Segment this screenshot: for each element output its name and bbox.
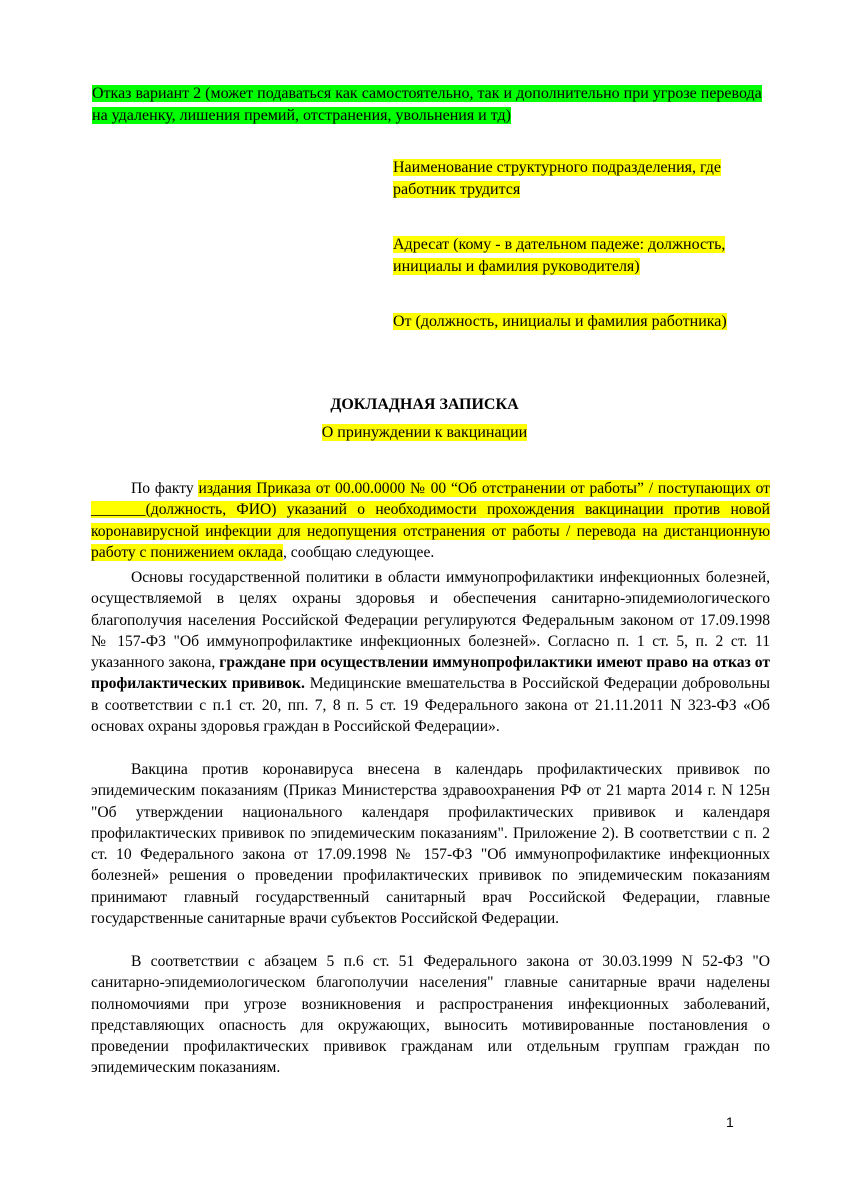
department-text: Наименование структурного подразделения, где работник трудится [393,159,722,198]
department-field [393,157,773,201]
variant-note [92,83,772,127]
document-subtitle [0,422,849,444]
recipient-text: Адресат (кому - в дательном падеже: должность, инициалы и фамилия руководителя) [393,236,726,275]
sender-field [393,311,773,333]
p4-text: В соответствии с абзацем 5 п.6 ст. 51 Федерального закона от 30.03.1999 N 52-ФЗ "О санитарно-эпидемиологическом благополучии населения" главные санитарные врачи наделены полномочиями при угрозе возникновения и распространения инфекционных заболеваний, представляющих опасность для окружающих, выносить мотивированные постановления о проведении профилактических прививок гражданам или отдельным группам граждан по эпидемическим показаниям. [91,953,770,1077]
p1-end: , сообщаю следующее. [283,543,435,561]
paragraph-2 [91,567,770,737]
document-title: ДОКЛАДНАЯ ЗАПИСКА [330,396,519,413]
variant-note-text: Отказ вариант 2 (может подаваться как самостоятельно, так и дополнительно при угрозе перевода на удаленку, лишения премий, отстранения, увольнения и тд) [92,85,762,124]
page-number: 1 [726,1114,734,1130]
paragraph-1 [91,478,770,563]
p1-start: По факту [131,480,199,497]
recipient-field [393,234,773,278]
p3-text: Вакцина против коронавируса внесена в календарь профилактических прививок по эпидемическим показаниям (Приказ Министерства здравоохранения РФ от 21 марта 2014 г. N 125н "Об утверждении национального календаря профилактических прививок и календаря профилактических прививок по эпидемическим показаниям". Приложение 2). В соответствии с п. 2 ст. 10 Федерального закона от 17.09.1998 № 157-ФЗ "Об иммунопрофилактике инфекционных болезней» решения о проведении профилактических прививок по эпидемическим показаниям принимают главный государственный санитарный врач Российской Федерации, главные государственные санитарные врачи субъектов Российской Федерации. [91,761,770,928]
sender-text: От (должность, инициалы и фамилия работника) [393,313,727,330]
document-subtitle-text: О принуждении к вакцинации [321,424,528,441]
paragraph-4 [91,951,770,1079]
paragraph-3 [91,759,770,929]
p2-bold: граждане при осуществлении иммунопрофилактики имеют право на отказ от профилактических прививок. [91,654,770,693]
p2-text-a: Основы государственной политики в области иммунопрофилактики инфекционных болезней, осуществляемой в целях охраны здоровья и обеспечения санитарно-эпидемиологического благополучия населения Российской Федерации регулируются Федеральным законом от 17.09.1998 № 157-ФЗ "Об иммунопрофилактике инфекционных болезней». Согласно п. 1 ст. 5, п. 2 ст. 11 указанного закона, [91,569,770,672]
p1-highlight: издания Приказа от 00.00.0000 № 00 “Об отстранении от работы” / поступающих от _______(должность, ФИО) указаний о необходимости прохождения вакцинации против новой коронавирусной инфекции для недопущения отстранения от работы / перевода на дистанционную работу с понижением оклада [91,480,770,561]
p2-text-b: Медицинские вмешательства в Российской Федерации добровольны в соответствии с п.1 ст. 20, пп. 7, 8 п. 5 ст. 19 Федерального закона от 21.11.2011 N 323-ФЗ «Об основах охраны здоровья граждан в Российской Федерации». [91,675,771,736]
